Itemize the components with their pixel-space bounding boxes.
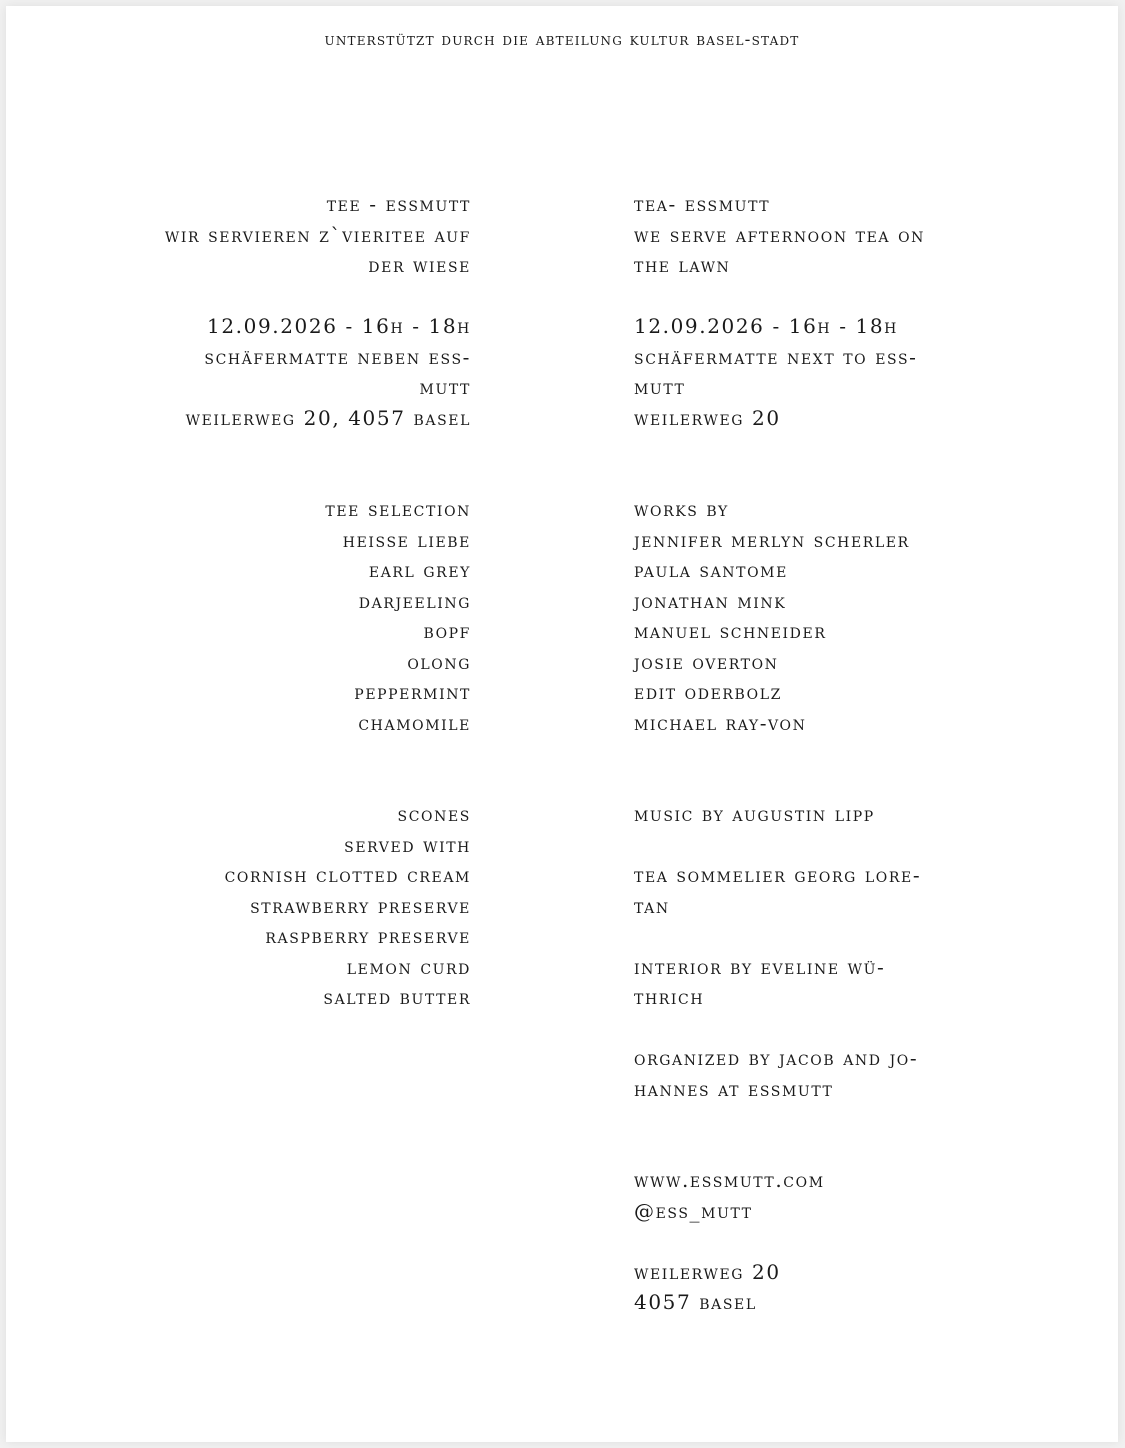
- contact-city: 4057 basel: [634, 1290, 757, 1314]
- event-desc-de-2: der wiese: [368, 253, 471, 277]
- tea-item: olong: [407, 649, 471, 674]
- sponsor-line: unterstützt durch die abteilung kultur basel-stadt: [324, 30, 800, 50]
- artist-name: jonathan mink: [634, 588, 787, 613]
- music-credit: music by augustin lipp: [634, 802, 875, 826]
- event-place-en-1: schäfermatte next to ess-: [634, 344, 918, 369]
- artist-name: josie overton: [634, 649, 779, 674]
- organizer-credit-1: organized by jacob and jo-: [634, 1046, 919, 1070]
- sommelier-credit-2: tan: [634, 893, 670, 918]
- scones-subheading: served with: [344, 832, 471, 857]
- right-column: [634, 189, 1054, 1318]
- event-place-en-2: mutt: [634, 375, 686, 399]
- event-address-de: weilerweg 20, 4057 basel: [185, 405, 471, 430]
- event-address-en: weilerweg 20: [634, 405, 781, 430]
- document-page: [6, 6, 1118, 1442]
- scones-item: strawberry preserve: [250, 893, 471, 918]
- scones-item: lemon curd: [346, 954, 471, 979]
- scones-item: raspberry preserve: [265, 924, 471, 948]
- artist-name: paula santome: [634, 558, 788, 582]
- event-date-de: 12.09.2026 - 16h - 18h: [207, 314, 471, 338]
- tea-item: earl grey: [368, 558, 471, 582]
- artist-name: manuel schneider: [634, 619, 827, 643]
- event-place-de-1: schäfermatte neben ess-: [204, 344, 471, 369]
- event-date-en: 12.09.2026 - 16h - 18h: [634, 314, 898, 338]
- website-link[interactable]: www.essmutt.com: [634, 1168, 825, 1192]
- tea-item: bopf: [423, 619, 471, 643]
- interior-credit-1: interior by eveline wü-: [634, 954, 886, 979]
- tea-item: darjeeling: [358, 588, 471, 613]
- event-title-de: tee - essmutt: [326, 192, 471, 216]
- tea-item: chamomile: [358, 710, 471, 735]
- event-place-de-2: mutt: [419, 375, 471, 399]
- scones-item: salted butter: [323, 985, 471, 1009]
- artist-name: jennifer merlyn scherler: [634, 527, 910, 552]
- event-desc-de-1: wir servieren z`vieritee auf: [164, 222, 471, 247]
- left-column: [66, 189, 471, 1013]
- event-desc-en-1: we serve afternoon tea on: [634, 222, 925, 247]
- tea-item: heisse liebe: [342, 527, 471, 552]
- instagram-handle[interactable]: @ess_mutt: [634, 1198, 753, 1223]
- artist-name: edit oderbolz: [634, 680, 782, 704]
- scones-item: cornish clotted cream: [224, 863, 471, 887]
- works-heading: works by: [634, 497, 729, 521]
- organizer-credit-2: hannes at essmutt: [634, 1076, 834, 1101]
- interior-credit-2: thrich: [634, 985, 705, 1009]
- tea-selection-heading: tee selection: [325, 497, 471, 521]
- contact-street: weilerweg 20: [634, 1259, 781, 1284]
- sommelier-credit-1: tea sommelier georg lore-: [634, 863, 922, 887]
- scones-heading: scones: [397, 802, 471, 826]
- event-desc-en-2: the lawn: [634, 253, 731, 277]
- tea-item: peppermint: [354, 680, 471, 704]
- artist-name: michael ray-von: [634, 710, 807, 735]
- event-title-en: tea- essmutt: [634, 192, 771, 216]
